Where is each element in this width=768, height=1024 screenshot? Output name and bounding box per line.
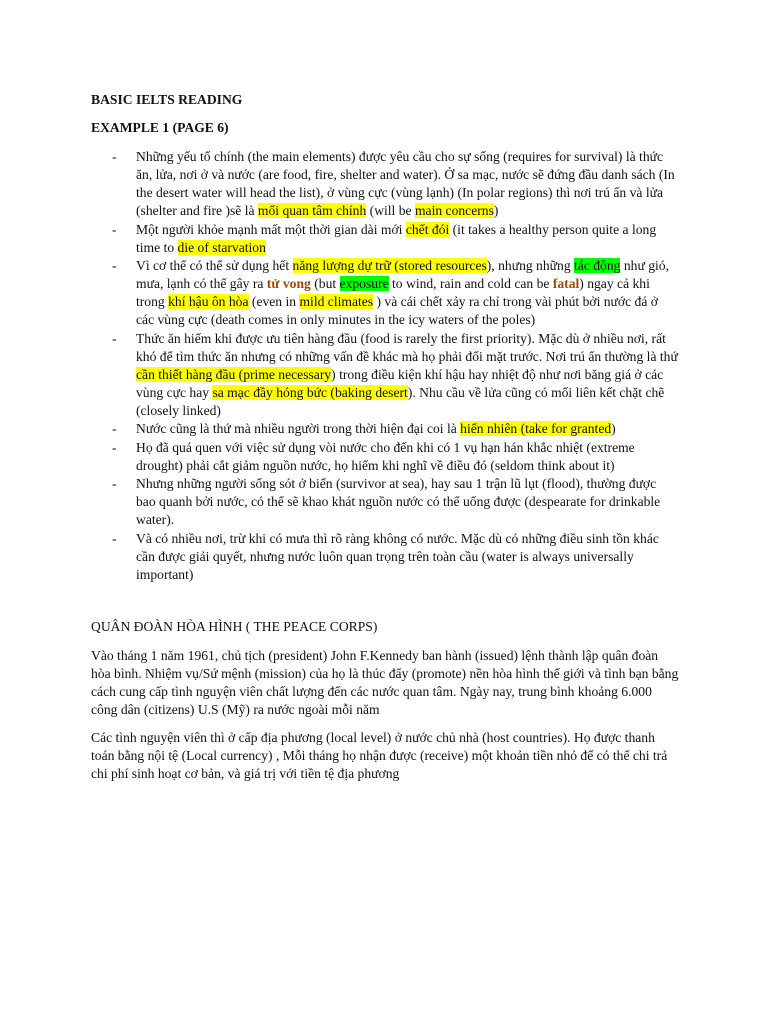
emphasized-text: tử vong (266, 276, 311, 291)
text-segment: Một người khỏe mạnh mất một thời gian dài mới (136, 221, 406, 237)
text-segment: Vì cơ thể có thể sử dụng hết (136, 258, 293, 273)
bullet-list (112, 148, 678, 584)
highlighted-text: hiển nhiên (take for granted (460, 421, 612, 436)
highlighted-text: năng lượng dự trữ (stored resources (292, 258, 487, 273)
bullet-marker: - (112, 421, 117, 436)
text-segment: (even in (248, 294, 300, 309)
bullet-item (112, 221, 678, 257)
bullet-marker: - (112, 476, 117, 491)
bullet-item (112, 148, 678, 220)
text-segment: Những yếu tố chính (the main elements) được yêu cầu cho sự sống (requires for survival) là thức ăn, lửa, nơi ở và nước (are food, fire, shelter and water). Ở sa mạc, nước sẽ đứng đầu danh sách (In the desert water will head the list), ở vùng cực (vùng lạnh) (In polar regions) thì nơi trú ẩn và lửa (shelter and fire )sẽ là (136, 149, 675, 218)
highlighted-text: khí hậu ôn hòa (168, 294, 249, 309)
example-heading: EXAMPLE 1 (PAGE 6) (91, 120, 229, 135)
highlighted-text: cần thiết hàng đầu (prime necessary (136, 366, 332, 382)
bullet-item (112, 420, 678, 438)
bullet-item (112, 439, 678, 475)
bullet-marker: - (112, 330, 117, 346)
highlighted-text: exposure (339, 276, 389, 291)
text-segment: ), nhưng những (486, 258, 575, 273)
text-segment: ). Nhu cầu về lửa cũng có mối liên kết chặt chẽ (closely linked) (136, 384, 665, 418)
paragraph: Các tình nguyện viên thì ở cấp địa phương (local level) ở nước chủ nhà (host countries). Họ được thanh toán bằng nội tệ (Local currency) , Mỗi tháng họ nhận được (receive) một khoản tiền nhỏ để có thể chi trả chi phí sinh hoạt cơ bản, và giá trị với tiền tệ địa phương (91, 730, 668, 781)
text-segment: to wind, rain and cold can be (388, 276, 553, 291)
text-segment: Nước cũng là thứ mà nhiều người trong thời hiện đại coi là (136, 421, 461, 436)
text-segment: như gió, mưa, lạnh có thể gây ra (136, 258, 669, 291)
section-title: QUÂN ĐOÀN HÒA HÌNH ( THE PEACE CORPS) (91, 619, 378, 634)
highlighted-text: mối quan tâm chính (257, 203, 367, 218)
highlighted-text: mild climates (299, 294, 374, 309)
text-segment: Nhưng những người sống sót ở biển (survivor at sea), hay sau 1 trận lũ lụt (flood), thường được bao quanh bởi nước, có thể sẽ khao khát nguồn nước có thể uống được (despearate for drinkable water). (136, 476, 661, 527)
bullet-marker: - (112, 258, 117, 273)
text-segment: Họ đã quá quen với việc sử dụng vòi nước cho đến khi có 1 vụ hạn hán khắc nhiệt (extreme drought) phải cắt giảm nguồn nước, họ hiếm khi nghĩ về điều đó (seldom think about it) (136, 439, 635, 473)
text-segment: ) và cái chết xảy ra chỉ trong vài phút bởi nước đá ở các vùng cực (death comes in only minutes in the icy waters of the poles) (136, 294, 658, 327)
bullet-marker: - (112, 439, 117, 455)
bullet-item (112, 530, 678, 584)
text-segment: (it takes a healthy person quite a long time to (136, 221, 657, 255)
bullet-item (112, 257, 678, 329)
bullet-item (112, 475, 678, 529)
text-segment: (but (310, 276, 340, 291)
paragraph: Vào tháng 1 năm 1961, chủ tịch (president) John F.Kennedy ban hành (issued) lệnh thành lập quân đoàn hòa bình. Nhiệm vụ/Sứ mệnh (mission) của họ là thúc đẩy (promote) nền hòa hình thế giới và tình bạn bằng cách cung cấp tình nguyện viên chất lượng đến các nước quan tâm. Ngày nay, trung bình khoảng 6.000 công dân (citizens) U.S (Mỹ) ra nước ngoài mỗi năm (91, 648, 679, 717)
text-segment: ) (611, 421, 616, 436)
text-segment: Và có nhiều nơi, trừ khi có mưa thì rõ ràng không có nước. Mặc dù có những điều sinh tồn khác cần được giải quyết, nhưng nước luôn quan trọng trên toàn cầu (water is always universally important) (136, 530, 659, 582)
bullet-marker: - (112, 530, 117, 546)
text-segment: Thức ăn hiếm khi được ưu tiên hàng đầu (food is rarely the first priority). Mặc dù ở nhiều nơi, rất khó để tìm thức ăn nhưng có những vấn đề khác mà họ phải đối mặt trước. Nơi trú ẩn thường là thứ (136, 330, 678, 364)
emphasized-text: fatal (552, 276, 580, 291)
text-segment: (will be (366, 203, 415, 218)
text-segment: ) (493, 203, 499, 218)
text-segment: ) trong điều kiện khí hậu hay nhiệt độ như nơi băng giá ở các vùng cực hay (136, 366, 664, 400)
highlighted-text: main concerns (414, 203, 494, 218)
bullet-marker: - (112, 149, 117, 164)
highlighted-text: chết đói (405, 221, 450, 237)
highlighted-text: tác động (574, 258, 621, 273)
bullet-item (112, 330, 678, 420)
bullet-marker: - (112, 221, 117, 237)
text-segment: ) ngay cả khi trong (136, 276, 650, 309)
highlighted-text: sa mạc đầy hóng bức (baking desert (212, 384, 408, 400)
highlighted-text: die of starvation (177, 239, 266, 255)
document-title: BASIC IELTS READING (91, 92, 243, 107)
